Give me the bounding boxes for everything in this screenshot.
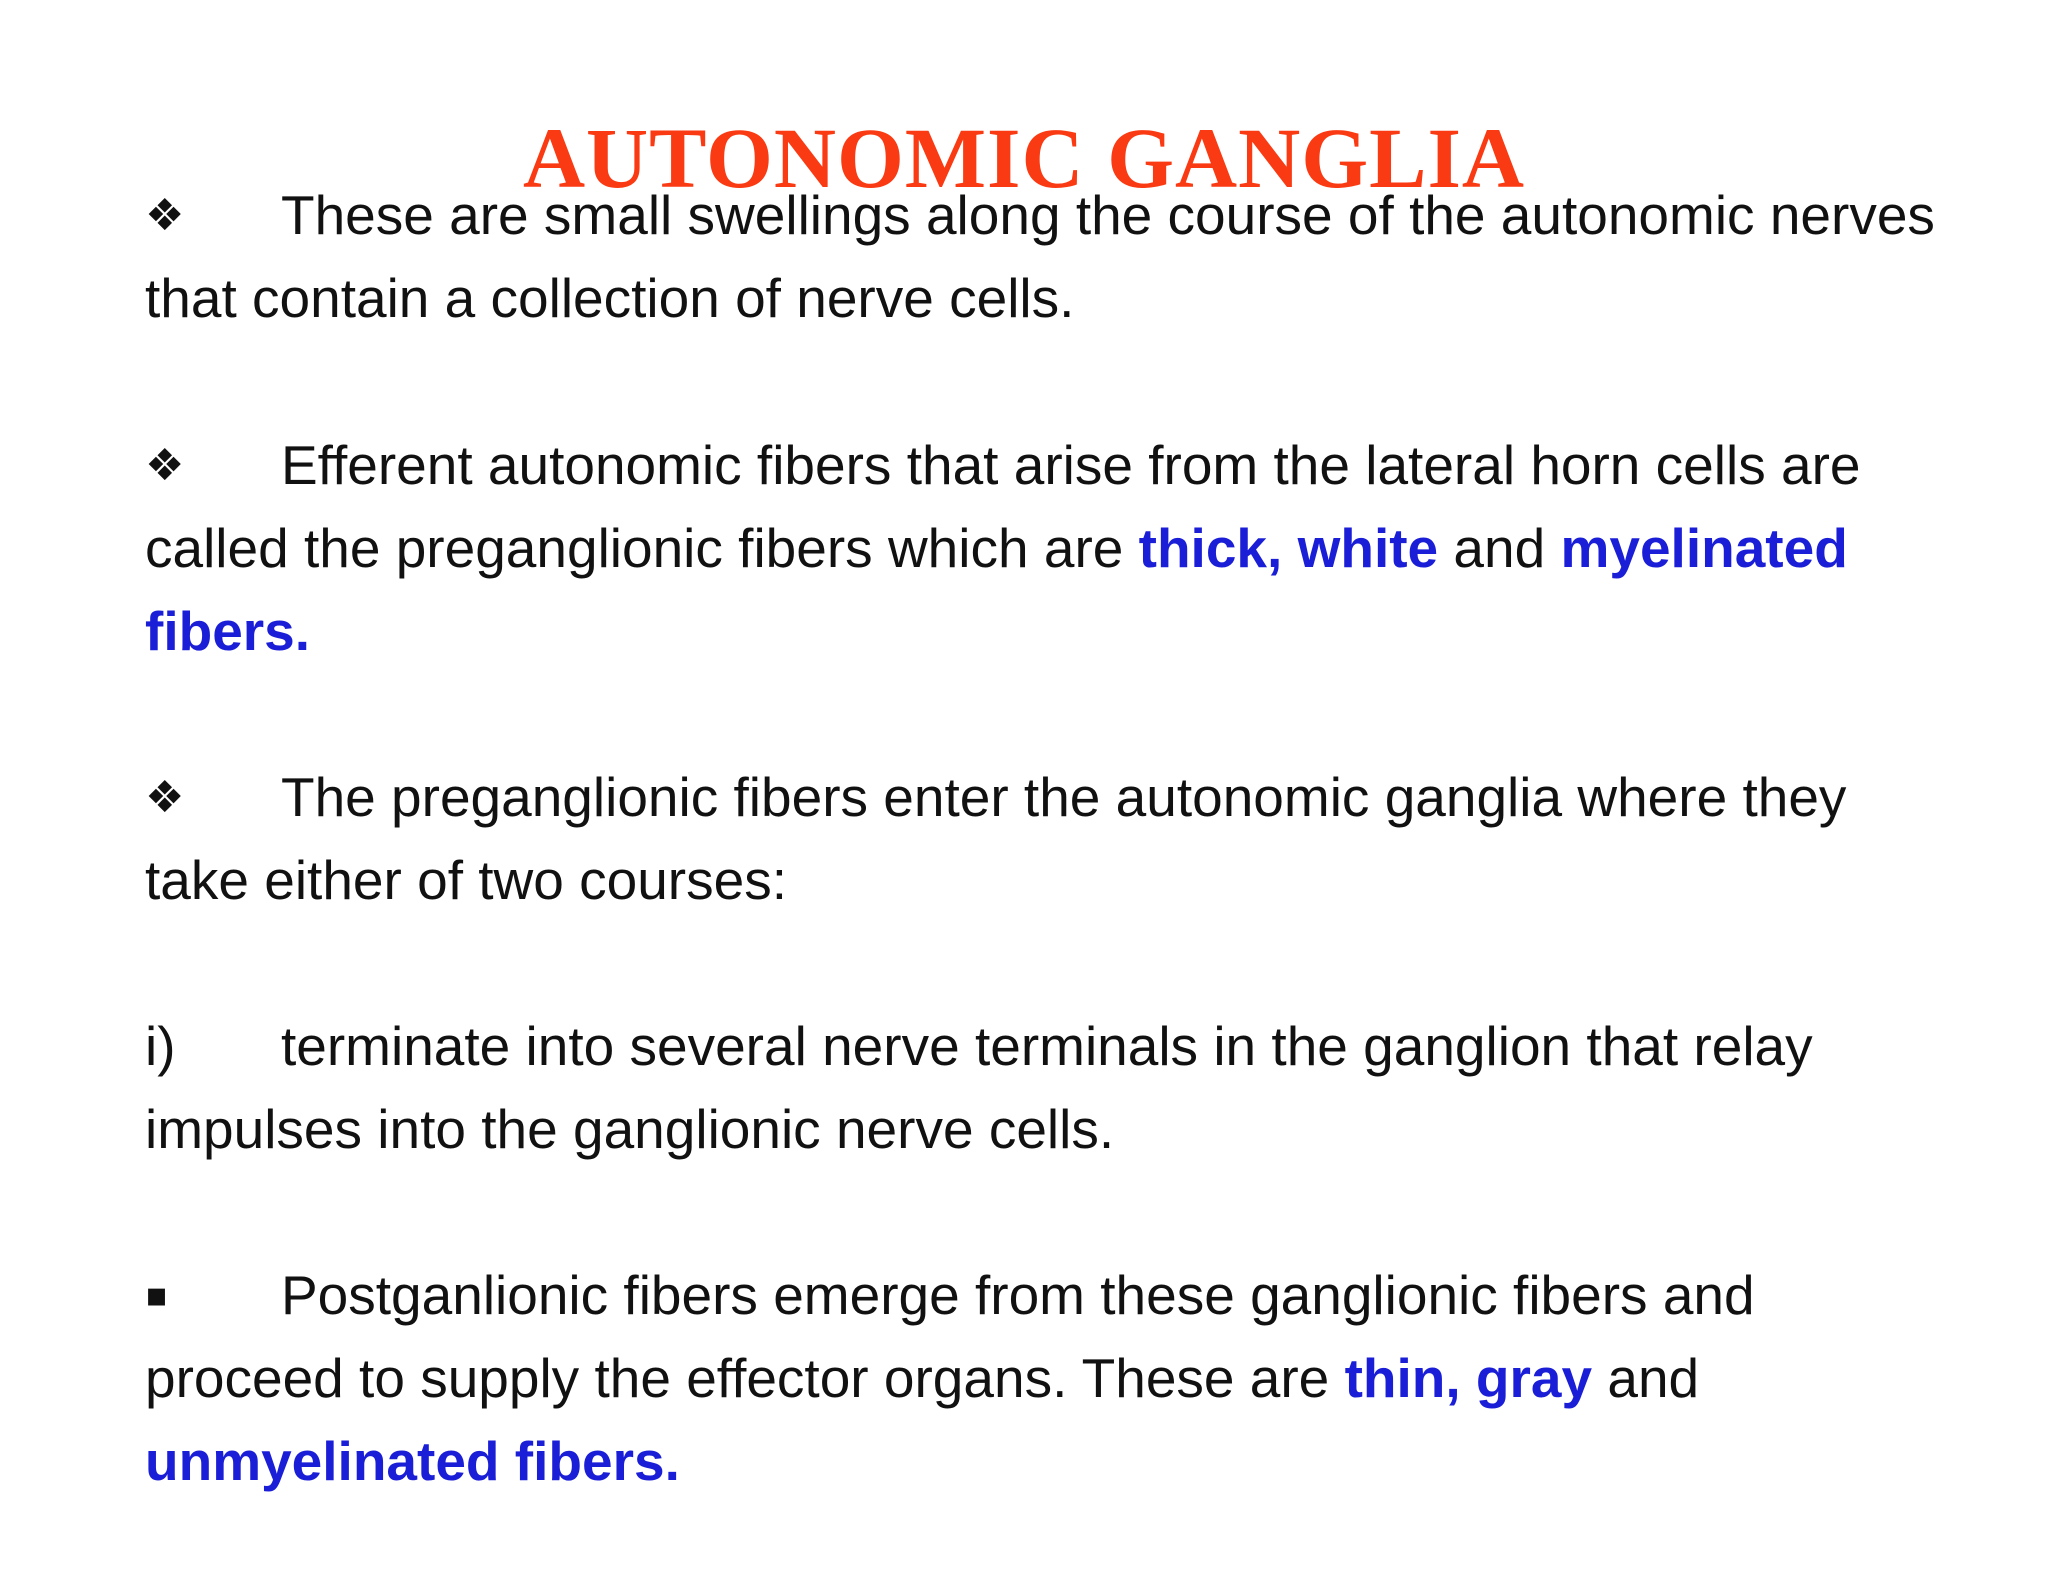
square-bullet-icon: ▪	[145, 1275, 169, 1315]
bullet-paragraph-5	[145, 1254, 1935, 1503]
highlight-thick-white: thick, white	[1138, 517, 1439, 579]
highlight-thin-gray: thin, gray	[1344, 1347, 1593, 1409]
paragraph-text: Postganlionic fibers emerge from these ganglionic fibers and proceed to supply the effector organs. These are	[145, 1264, 1755, 1409]
roman-numeral-marker: i)	[145, 1015, 176, 1077]
paragraph-text-connector: and	[1438, 517, 1561, 579]
bullet-paragraph-1	[145, 174, 1935, 340]
numbered-paragraph-i	[145, 1005, 1935, 1171]
paragraph-text: The preganglionic fibers enter the autonomic ganglia where they take either of two courses:	[145, 766, 1847, 911]
paragraph-text-connector: and	[1592, 1347, 1700, 1409]
bullet-paragraph-3	[145, 756, 1935, 922]
paragraph-text: These are small swellings along the course of the autonomic nerves that contain a collection of nerve cells.	[145, 184, 1935, 329]
highlight-myelinated-fibers: myelinated fibers.	[145, 517, 1848, 662]
paragraph-text: Efferent autonomic fibers that arise from the lateral horn cells are called the preganglionic fibers which are	[145, 434, 1861, 579]
diamond-bullet-icon: ❖	[145, 190, 185, 241]
page-title: AUTONOMIC GANGLIA	[522, 110, 1526, 206]
bullet-paragraph-2	[145, 424, 1935, 673]
diamond-bullet-icon: ❖	[145, 772, 185, 823]
highlight-unmyelinated-fibers: unmyelinated fibers.	[145, 1430, 680, 1492]
diamond-bullet-icon: ❖	[145, 440, 185, 491]
paragraph-text: terminate into several nerve terminals in the ganglion that relay impulses into the ganglionic nerve cells.	[145, 1015, 1813, 1160]
